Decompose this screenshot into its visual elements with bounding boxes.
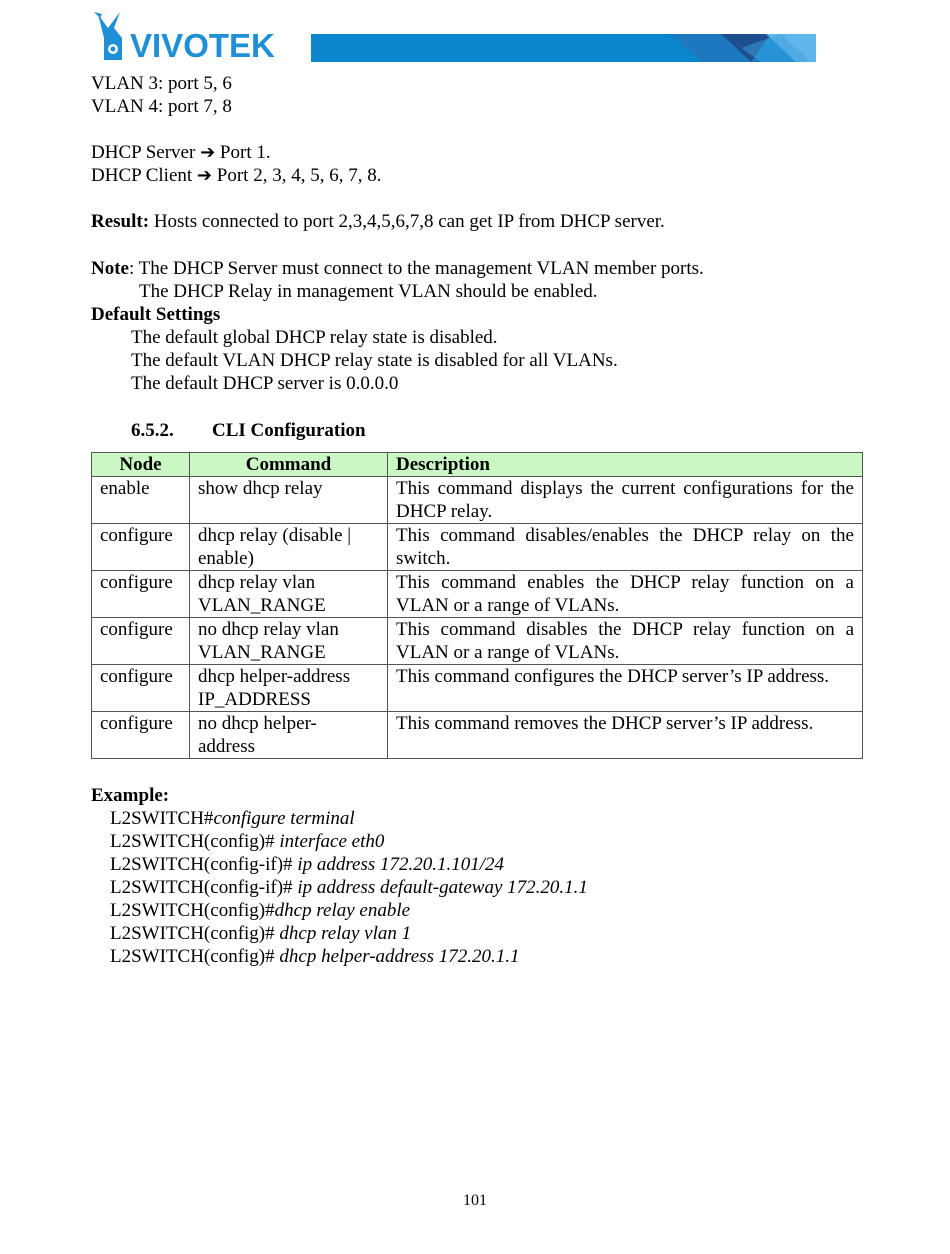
command-line: dhcp helper-address [198, 666, 351, 687]
node-cell: configure [92, 665, 190, 712]
command-line: no dhcp helper- [198, 713, 317, 734]
command-line: enable) [198, 548, 254, 569]
default-setting-line: The default DHCP server is 0.0.0.0 [131, 373, 399, 394]
vlan3-line: VLAN 3: port 5, 6 [91, 73, 232, 94]
table-row [92, 665, 863, 712]
dhcp-client-label: DHCP Client [91, 165, 193, 186]
table-row [92, 477, 863, 524]
dhcp-client-value: Port 2, 3, 4, 5, 6, 7, 8. [216, 165, 382, 186]
node-cell: configure [92, 524, 190, 571]
cli-prompt: L2SWITCH(config)# [110, 946, 280, 967]
command-line: dhcp relay (disable | [198, 525, 352, 546]
description-cell: This command disables/enables the DHCP relay on the switch. [388, 524, 863, 571]
default-settings-heading: Default Settings [91, 304, 221, 325]
table-header-row [92, 453, 863, 477]
command-cell [190, 618, 388, 665]
vlan4-line: VLAN 4: port 7, 8 [91, 96, 232, 117]
command-line: VLAN_RANGE [198, 595, 326, 616]
node-cell: enable [92, 477, 190, 524]
command-line: show dhcp relay [198, 478, 323, 499]
cli-command-table [91, 452, 863, 759]
command-cell [190, 712, 388, 759]
dhcp-server-value: Port 1. [219, 142, 271, 163]
right-arrow-icon: ➔ [200, 142, 216, 163]
table-row [92, 524, 863, 571]
note-label: Note [91, 258, 129, 279]
cli-command: interface eth0 [279, 831, 385, 852]
header-command: Command [190, 453, 388, 477]
cli-command: dhcp helper-address 172.20.1.1 [279, 946, 520, 967]
cli-command: dhcp relay enable [274, 900, 411, 921]
result-line [91, 210, 665, 233]
example-line [110, 945, 519, 968]
example-heading: Example: [91, 785, 170, 806]
note-text-1: : The DHCP Server must connect to the management VLAN member ports. [128, 258, 704, 279]
default-setting-line: The default global DHCP relay state is disabled. [131, 327, 498, 348]
result-label: Result: [91, 211, 150, 232]
note-line [91, 257, 704, 280]
cli-command: ip address default-gateway 172.20.1.1 [297, 877, 588, 898]
dhcp-server-line [91, 141, 271, 164]
cli-prompt: L2SWITCH(config)# [110, 923, 280, 944]
command-line: IP_ADDRESS [198, 689, 311, 710]
node-cell: configure [92, 712, 190, 759]
example-line [110, 899, 410, 922]
section-number: 6.5.2. [131, 420, 174, 441]
result-text: Hosts connected to port 2,3,4,5,6,7,8 can get IP from DHCP server. [149, 211, 665, 232]
command-cell [190, 477, 388, 524]
table-row [92, 571, 863, 618]
description-cell: This command enables the DHCP relay function on a VLAN or a range of VLANs. [388, 571, 863, 618]
example-line [110, 922, 411, 945]
cli-command: ip address 172.20.1.101/24 [297, 854, 505, 875]
section-title: CLI Configuration [212, 420, 366, 441]
description-cell: This command removes the DHCP server’s IP address. [388, 712, 863, 759]
description-cell: This command configures the DHCP server’s IP address. [388, 665, 863, 712]
command-cell [190, 524, 388, 571]
table-row [92, 618, 863, 665]
description-cell: This command displays the current configurations for the DHCP relay. [388, 477, 863, 524]
cli-command: dhcp relay vlan 1 [279, 923, 412, 944]
example-line [110, 830, 384, 853]
command-line: dhcp relay vlan [198, 572, 316, 593]
default-setting-line: The default VLAN DHCP relay state is disabled for all VLANs. [131, 350, 618, 371]
node-cell: configure [92, 571, 190, 618]
node-cell: configure [92, 618, 190, 665]
dhcp-server-label: DHCP Server [91, 142, 196, 163]
page-number: 101 [463, 1192, 487, 1209]
cli-prompt: L2SWITCH# [110, 808, 214, 829]
command-cell [190, 571, 388, 618]
command-line: VLAN_RANGE [198, 642, 326, 663]
logo-wordmark: VIVOTEK [130, 27, 275, 64]
cli-command: configure terminal [213, 808, 355, 829]
header-node: Node [92, 453, 190, 477]
description-cell: This command disables the DHCP relay function on a VLAN or a range of VLANs. [388, 618, 863, 665]
cli-prompt: L2SWITCH(config-if)# [110, 854, 298, 875]
note-text-2: The DHCP Relay in management VLAN should be enabled. [139, 281, 598, 302]
table-row [92, 712, 863, 759]
cli-prompt: L2SWITCH(config-if)# [110, 877, 298, 898]
header-description: Description [388, 453, 863, 477]
example-line [110, 876, 588, 899]
example-line [110, 853, 504, 876]
cli-prompt: L2SWITCH(config)# [110, 831, 280, 852]
example-line [110, 807, 355, 830]
right-arrow-icon: ➔ [196, 165, 213, 186]
dhcp-client-line [91, 164, 381, 187]
command-line: no dhcp relay vlan [198, 619, 339, 640]
command-line: address [198, 736, 255, 757]
cli-prompt: L2SWITCH(config)# [110, 900, 275, 921]
command-cell [190, 665, 388, 712]
